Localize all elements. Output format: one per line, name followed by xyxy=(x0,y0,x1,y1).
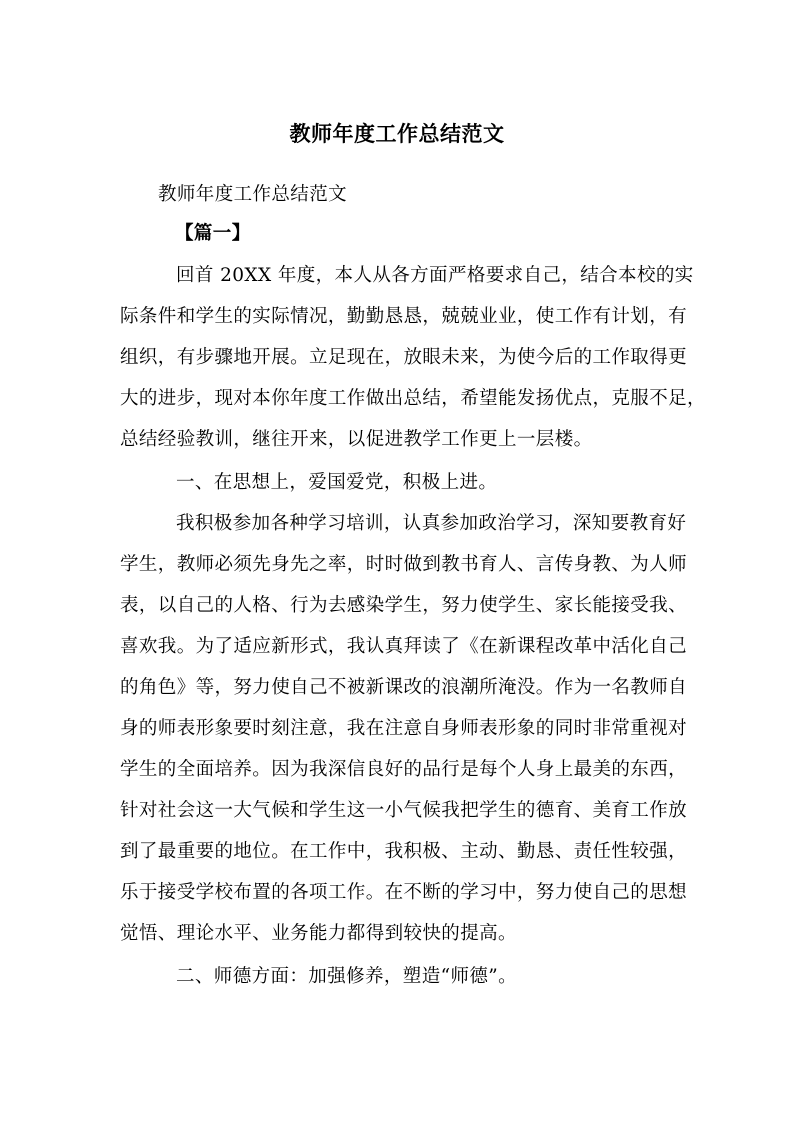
paragraph-line: 际条件和学生的实际情况，勤勤恳恳，兢兢业业，使工作有计划，有 xyxy=(120,306,688,327)
paragraph-line: 组织，有步骤地开展。立足现在，放眼未来，为使今后的工作取得更 xyxy=(120,347,688,368)
paragraph-line: 针对社会这一大气候和学生这一小气候我把学生的德育、美育工作放 xyxy=(120,800,688,821)
document-subtitle: 教师年度工作总结范文 xyxy=(158,184,348,205)
paragraph-line: 大的进步，现对本你年度工作做出总结，希望能发扬优点，克服不足， xyxy=(120,388,706,409)
paragraph-line: 觉悟、理论水平、业务能力都得到较快的提高。 xyxy=(120,923,517,944)
paragraph-line: 学生，教师必须先身先之率，时时做到教书育人、言传身教、为人师 xyxy=(120,554,688,575)
paragraph-line: 乐于接受学校布置的各项工作。在不断的学习中，努力使自己的思想 xyxy=(120,882,688,903)
document-title: 教师年度工作总结范文 xyxy=(289,121,505,146)
paragraph-line: 到了最重要的地位。在工作中，我积极、主动、勤恳、责任性较强， xyxy=(120,841,688,862)
paragraph-line: 的角色》等，努力使自己不被新课改的浪潮所淹没。作为一名教师自 xyxy=(120,677,688,698)
paragraph-line: 回首 20XX 年度，本人从各方面严格要求自己，结合本校的实 xyxy=(176,265,694,286)
paragraph-line: 身的师表形象要时刻注意，我在注意自身师表形象的同时非常重视对 xyxy=(120,718,688,739)
paragraph-line: 喜欢我。为了适应新形式，我认真拜读了《在新课程改革中活化自己 xyxy=(120,636,688,657)
section-heading: 一、在思想上，爱国爱党，积极上进。 xyxy=(176,472,498,493)
paragraph-line: 学生的全面培养。因为我深信良好的品行是每个人身上最美的东西， xyxy=(120,759,688,780)
paragraph-line: 我积极参加各种学习培训，认真参加政治学习，深知要教育好 xyxy=(176,513,687,534)
paragraph-line: 表，以自己的人格、行为去感染学生，努力使学生、家长能接受我、 xyxy=(120,595,688,616)
paragraph-line: 总结经验教训，继往开来，以促进教学工作更上一层楼。 xyxy=(120,429,593,450)
section-heading: 【篇一】 xyxy=(175,223,251,244)
section-heading: 二、师德方面：加强修养，塑造“师德”。 xyxy=(176,966,518,987)
